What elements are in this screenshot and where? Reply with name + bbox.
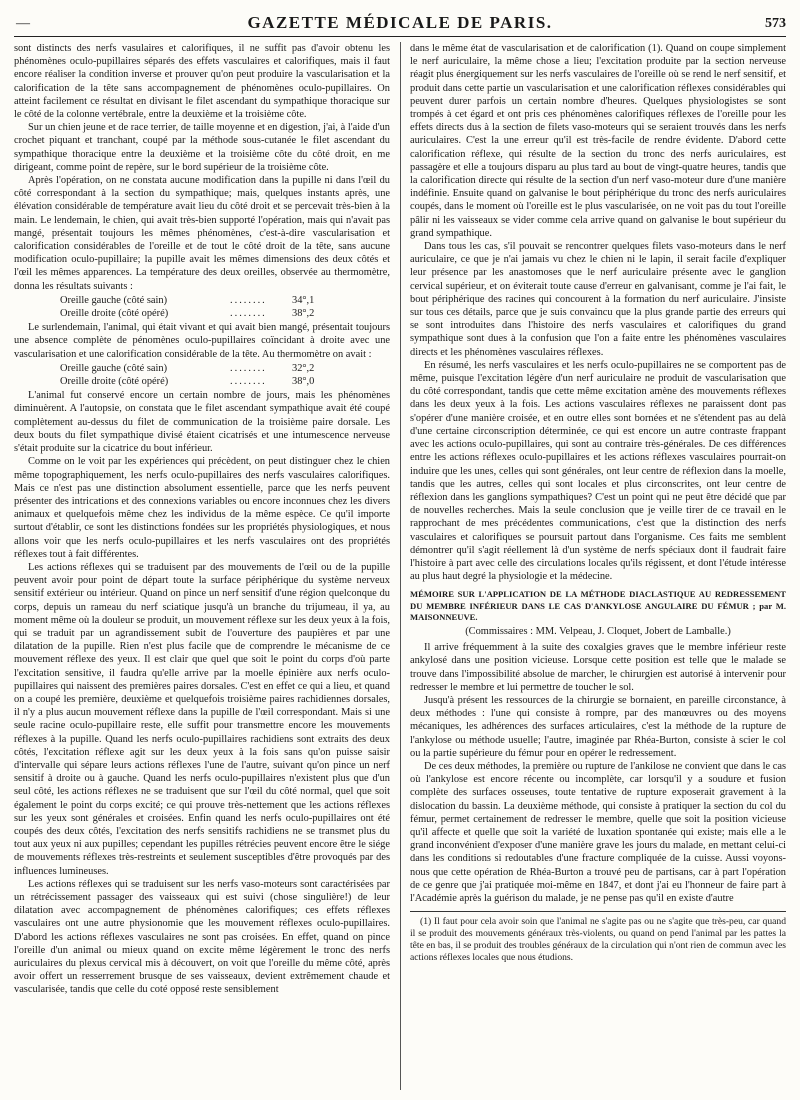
table-row — [60, 375, 390, 388]
table-row — [60, 307, 390, 320]
column-divider — [400, 42, 401, 1090]
row-label: Oreille droite (côté opéré) — [60, 376, 169, 388]
paragraph: Les actions réflexes qui se traduisent sur les nerfs vaso-moteurs sont caractérisées par un rétrécissement passager des vaisseaux qui est suivi (chose singulière!) de leur dilatation avec accompagnement de phénomènes calorifiques; ces effets réflexes vasculaires ont une autre physionomie que les mouvement réflexes oculo-pupillaires. D'abord les actions réflexes vasculaires ne sont pas croisées. En effet, quand on pince l'oreille d'un animal ou mieux quand on excite même légèrement le tronc des nerfs auriculaires du plexus cervical mis à découvert, on voit que l'oreille du même côté, après avoir offert un resserrement brusque de ses vaisseaux, devient extrêmement chaude et vascularisée, tandis que celle du coté opposé reste sensiblement — [14, 878, 390, 996]
commissaires-line: (Commissaires : MM. Velpeau, J. Cloquet, Jobert de Lamballe.) — [465, 625, 731, 637]
row-value: 32°,2 — [292, 362, 315, 374]
temperature-table-2 — [60, 362, 390, 388]
row-value: 38°,2 — [292, 308, 315, 320]
paragraph: sont distincts des nerfs vasulaires et calorifiques, il ne suffit pas d'avoir obtenu les phénomènes oculo-pupillaires séparés des effets vasculaires et calorifiques, mais il faut encore réaliser la condition inverse et prouver qu'on peut produire la vascularisation et la calorification de la tête sans accompagnement de phénomènes oculo-pupillaires. On atteint facilement ce résultat en divisant le filet ascendant du sympathique thoracique sur le côté de la colonne vertébrale, entre la deuxième et la troisième côte. — [14, 43, 390, 121]
paragraph: Comme on le voit par les expériences qui précèdent, on peut distinguer chez le chien même topographiquement, les nerfs oculo-pupillaires des nerfs vasculaires calorifiques. Mais ce n'est pas une distinction absolument essentielle, parce que les nerfs peuvent présenter des intrications et des connexions variables ou encore inconnues chez les divers animaux et quelquefois même chez les individus de la même espèce. Ce qu'il importe surtout d'établir, ce sont les distinctions fondées sur les propriétés physiologiques, et nous allons voir que les nerfs oculo-pupillaires et les nerfs vasculaires ont des propriétés réflexes tout à fait différentes. — [14, 456, 390, 560]
paragraph: Sur un chien jeune et de race terrier, de taille moyenne et en digestion, j'ai, à l'aide d'un crochet piquant et tranchant, coupé par la méthode sous-cutanée le filet ascendant du sympathique thoracique entre la deuxième et la troisième côte du côté droit, en me dirigeant, comme point de repère, sur le bord supérieur de la troisième côte. — [14, 122, 390, 173]
page-header — [14, 10, 786, 37]
row-label: Oreille droite (côté opéré) — [60, 308, 169, 320]
paragraph: Il arrive fréquemment à la suite des coxalgies graves que le membre inférieur reste ankylosé dans une position vicieuse. Lorsque cette position est telle que le malade se trouve dans l'impossibilité absolue de marcher, le chirurgien est autorisé à intervenir pour redresser le membre et lui permettre de toucher le sol. — [410, 642, 786, 693]
row-dots: ........ — [230, 376, 267, 388]
row-label: Oreille gauche (côté sain) — [60, 294, 168, 306]
paragraph: De ces deux méthodes, la première ou rupture de l'ankilose ne convient que dans le cas où l'ankylose est encore récente ou incomplète, car lorsqu'il y a soudure et fusion complète des surfaces osseuses, toute tentative de rupture exposerait gravement à la dislocation du bassin. La deuxième méthode, qui consiste à pratiquer la section du col du fémur, permet certainement de redresser le membre, quelle que soit la position vicieuse qu'il affecte et quelle que soit la variété de luxation spontanée qui existe; mais elle a le grand inconvénient d'exposer d'une manière grave les jours du malade, en mettant celui-ci dans les conditions si redoutables d'une fracture compliquée de la cuisse. Aussi voyons-nous que cette opération de Rhéa-Burton a trouvé peu de partisans, car à part l'opération de ce genre que j'ai pratiquée moi-même en 1847, et dont j'ai eu l'honneur de faire part à l'Académie après la guérison du malade, je ne pense pas qu'il en existe d'autre — [410, 760, 786, 904]
paragraph: L'animal fut conservé encore un certain nombre de jours, mais les phénomènes diminuèrent. A l'autopsie, on constata que le filet ascendant sympathique avait été coupé complètement au-dessus du filet de communication de la troisième paire dorsale. Les deux bouts du filet sympathique divisé étaient cicatrisés et une intumescence nerveuse s'était produite sur la cicatrice du bout inférieur. — [14, 390, 390, 455]
temperature-table-1 — [60, 294, 390, 320]
right-column — [410, 42, 786, 1090]
row-value: 38°,0 — [292, 376, 315, 388]
paragraph: Jusqu'à présent les ressources de la chirurgie se bornaient, en pareille circonstance, à deux méthodes : l'une qui consiste à rompre, par des manœuvres ou des moyens mécaniques, les adhérences des surfaces articulaires, c'est la méthode de la rupture de l'ankylose ou méthode usuelle; l'autre, imaginée par Rhéa-Burton, consiste à scier le col ou la partie supérieure du fémur pour en opérer le redressement. — [410, 694, 786, 759]
row-dots: ........ — [230, 308, 267, 320]
table-row — [60, 294, 390, 307]
paragraph: Après l'opération, on ne constata aucune modification dans la pupille ni dans l'œil du côté correspondant à la section du sympathique; mais, quelques instants après, une élévation considérable de température avait lieu du côté droit et se percevait très-bien à la main. Le lendemain, le chien, qui avait très-bien supporté l'opération, mais qui n'avait pas mangé, présentait toujours les mêmes phénomènes, c'est-à-dire vascularisation et calorification considérables de l'oreille et de tout le côté droit de la tête, sans aucune modification oculo-pupillaire; la pupille avait les mêmes dimensions des deux côtés et l'œil les mêmes apparences. La température des deux oreilles, observée au thermomètre, donna les résultats suivants : — [14, 175, 390, 292]
footnote-divider — [410, 911, 786, 912]
paragraph: En résumé, les nerfs vasculaires et les nerfs oculo-pupillaires ne se comportent pas de même, puisque l'excitation légère d'un nerf auriculaire ne produit de vascularisation que du côté correspondant, tandis que cette même excitation amène des mouvements réflexes dans les deux yeux à la fois. Les actions vasculaires réflexes ne paraissent dont pas s'opérer d'une manière croisée, et en outre elles sont bornées et ne s'étendent pas au delà d'une certaine circonscription déterminée, ce qui est encore un autre contraste frappant avec les actions oculo-pupillaires, qui sont au contraire très-générales. De ces différences entre les actions réflexes oculo-pupillaires et les actions réflexes vasculaires pourrait-on induire que les unes, celles qui sont générales, ont leur centre de réflexion dans la moelle, tandis que les autres, celles qui sont locales et plus circonscrites, ont leur centre de réflexion dans les ganglions sympathiques? C'est un point qui ne peut être décidé que par de nouvelles recherches. Mais la seule conclusion que je veille tirer de ce travail en le rapprochant de mes précédentes communications, c'est que la distinction des nerfs vasculaires et calorifiques se poursuit partout dans l'organisme. Ces faits me semblent démontrer qu'il s'agit réellement là d'un système de nerfs spéciaux dont il faudrait faire l'histoire à part avec celle des circulations locales qu'ils régissent, et dont l'étude intéresse au plus haut degré la physiologie et la médecine. — [410, 359, 786, 583]
left-column — [14, 42, 390, 1090]
footnote: (1) Il faut pour cela avoir soin que l'animal ne s'agite pas ou ne s'agite que très-peu, car quand il se produit des mouvements généraux très-violents, ou quand on pend l'animal par les pattes la tête en bas, il se produit des troubles généraux de la circulation qui n'ont rien de commun avec les actions réflexes locales que nous étudions. — [410, 916, 786, 964]
memoir-heading: MÉMOIRE SUR L'APPLICATION DE LA MÉTHODE DIACLASTIQUE AU REDRESSEMENT DU MEMBRE INFÉRIEUR DANS LE CAS D'ANKYLOSE ANGULAIRE DU FÉMUR ; par M. MAISONNEUVE. — [410, 589, 786, 622]
paragraph: Le surlendemain, l'animal, qui était vivant et qui avait bien mangé, présentait toujours une absence complète de pénomènes oculo-pupillaires coïncidant à droite avec une vascularisation et une calorification considérable de la tête. Au thermomètre on avait : — [14, 322, 390, 360]
journal-title: GAZETTE MÉDICALE DE PARIS. — [247, 13, 553, 32]
paragraph: Dans tous les cas, s'il pouvait se rencontrer quelques filets vaso-moteurs dans le nerf auriculaire, ce que je n'ai jamais vu chez le chien ni le lapin, il serait facile d'expliquer leur présence par les anastomoses que le nerf auriculaire présente avec le ganglion cervical supérieur, et on éviterait toute cause d'erreur en galvanisant, comme je l'ai fait, le bout périphérique des racines qui concourent à la formation du nerf auriculaire. J'insiste sur tous ces détails, parce que je suis convaincu que la plus grande partie des erreurs qui se sont introduites dans l'histoire des nerfs vasculaires et calorifiques du grand sympathique sont dues à la confusion que l'on a faite entre les phénomènes vasculaires directs et les phénomènes vasculaires réflexes. — [410, 241, 786, 358]
row-label: Oreille gauche (côté sain) — [60, 362, 168, 374]
page-number: 573 — [765, 16, 786, 31]
header-mark: — — [16, 16, 30, 31]
journal-page — [14, 10, 786, 1092]
paragraph: dans le même état de vascularisation et de calorification (1). Quand on coupe simplement le nerf auriculaire, la même chose a lieu; l'excitation produite par la section nerveuse réagit plus énergiquement sur les nerfs vasculaires de l'oreille où se rend le nerf sensitif, et produit dans cette partie un vascularisation et une calorification réflexes considérables qui peuvent durer parfois un certain nombre d'heures. Quelques physiologistes se sont trompés à cet égard et ont pris ces phénomènes calorifiques réflexes de l'oreille pour les effets directs dus à la section de filets vaso-moteurs qui se seraient trouvés dans les nerfs auriculaires. C'est la une erreur qu'il est très-facile de rendre évidente. D'abord cette calorification réflexe, qui résulte de la section du tronc des nerfs auriculaires, est passagère et elle a toujours disparu au plus tard au bout de vingt-quatre heures, tandis que la calorification directe qui résulte de la section d'un nerf vaso-moteur dure d'une manière indéfinie. Ensuite quand on galvanise le bout périphérique du tronc des nerfs auriculaires coupés, dans le moment où l'oreille est le plus vascularisée, on ne voit pas du tout l'oreille pâlir ni les vaisseaux se vider comme cela arrive quand on galvanise le bout supérieur du grand sympathique. — [410, 43, 786, 239]
row-dots: ........ — [230, 294, 267, 306]
row-value: 34°,1 — [292, 294, 315, 306]
paragraph: Les actions réflexes qui se traduisent par des mouvements de l'œil ou de la pupille peuvent avoir pour point de départ toute la surface périphérique du système nerveux sensitif extérieur ou intérieur. Quand on pince un nerf sensitif d'une région quelconque du corps, depuis un rameau du nerf sciatique jusqu'à un branche du trijumeau, il ya, au moment même où la douleur se produit, un mouvement réflexe sur les deux yeux à la fois, qui se traduit par un agrandissement subit de l'ouverture des paupières et par une dilatation de la pupille. Rien n'est plus facile que de comprendre le mécanisme de ce mouvement réflexe des yeux. Il est clair que quel que soit le point du corps d'où parte l'excitation sensitive, il faudra qu'elle arrive par la moelle épinière aux nerfs oculo-pupillaires qui naissent des premières paires dorsales. C'est en effet ce qui a lieu, et quand on a coupé les première, deuxième et quelquefois troisième paires rachidiennes dorsales, il n'y a plus aucun mouvement réflexe dans la pupille de l'œil correspondant. Mais si une seule racine oculo-pupillaire reste, elle suffit pour transmettre encore les mouvements réflexes à la pupille. Quand les nerfs oculo-pupillaires rachidiens sont extraits des deux côtés, l'excitation réflexe agit sur les deux yeux à la fois sans qu'on puisse saisir d'intervalle qui sépare leurs actions réflexes l'une de l'autre, suivant qu'on pince un nerf sensitif à droite ou à gauche. Quand les nerfs oculo-pupillaires n'existent plus que d'un seul côté, les actions réflexes ne se traduisent que sur l'œil du côté normal, quel que soit également le point du corps excité; ce qui prouve très-nettement que les actions réflexes sur les yeux sont générales et croisées. Enfin quand les nerfs oculo-pupillaires ont été coupés des deux côtés, l'excitation des nerfs sensitifs rachidiens ne se transmet plus du tout aux yeux ni aux pupilles; cependant les pupilles rétrécies peuvent encore être le siége de mouvements réflexes très-restreints et seulement susceptibles d'être provoqués par des influences lumineuses. — [14, 561, 390, 877]
row-dots: ........ — [230, 362, 267, 374]
table-row — [60, 362, 390, 375]
